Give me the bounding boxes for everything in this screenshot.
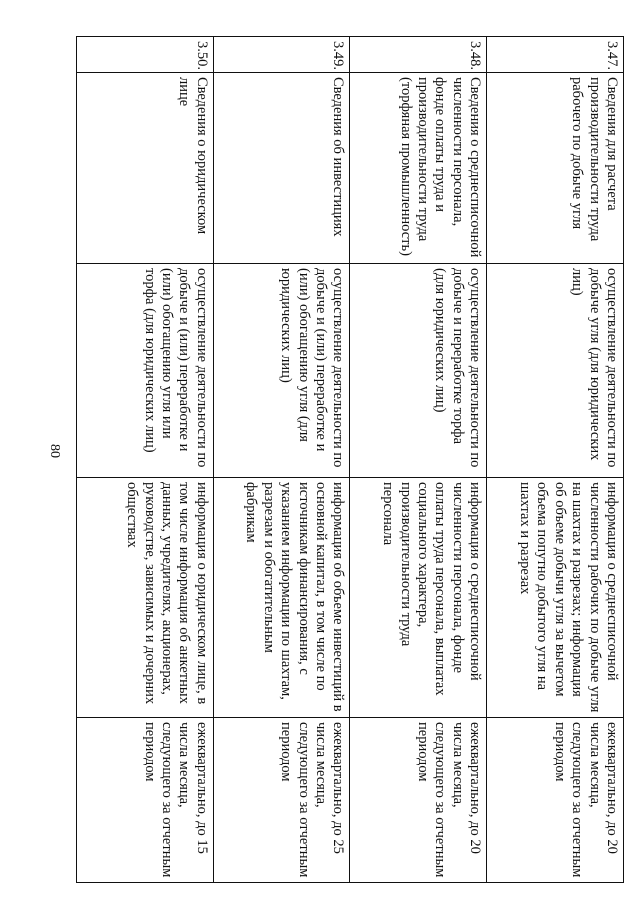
submission-period: ежеквартально, до 20 числа месяца, следующего за отчетным периодом	[487, 718, 624, 883]
document-name: Сведения об инвестициях	[213, 73, 350, 264]
document-name: Сведения о юридическом лице	[77, 73, 214, 264]
table-row	[487, 37, 624, 883]
submission-period: ежеквартально, до 20 числа месяца, следующего за отчетным периодом	[350, 718, 487, 883]
row-number: 3.49.	[213, 37, 350, 73]
rotated-table-frame	[77, 36, 624, 882]
activity-type: осуществление деятельности по добыче и (или) переработке и (или) обогащению угля или торфа (для юридических лиц)	[77, 264, 214, 478]
table-container	[77, 36, 624, 882]
row-number: 3.50.	[77, 37, 214, 73]
document-name: Сведения о среднесписочной численности персонала, фонде оплаты труда и производительности труда (торфяная промышленность)	[350, 73, 487, 264]
activity-type: осуществление деятельности по добыче и (или) переработке и (или) обогащению угля (для юридических лиц)	[213, 264, 350, 478]
submission-period: ежеквартально, до 25 числа месяца, следующего за отчетным периодом	[213, 718, 350, 883]
information-content: информация о среднесписочной численности персонала, фонде оплаты труда персонала, выплатах социального характера, производительности труда персонала	[350, 478, 487, 718]
table-row	[350, 37, 487, 883]
information-content: информация о юридическом лице, в том числе информация об анкетных данных, учредителях, акционерах, руководстве, зависимых и дочерних обществах	[77, 478, 214, 718]
activity-type: осуществление деятельности по добыче и переработке торфа (для юридических лиц)	[350, 264, 487, 478]
information-content: информация об объеме инвестиций в основной капитал, в том числе по источникам финансирования, с указанием информации по шахтам, разрезам и обогатительным фабрикам	[213, 478, 350, 718]
table-row	[77, 37, 214, 883]
table-row	[213, 37, 350, 883]
document-name: Сведения для расчета производительности труда рабочего по добыче угля	[487, 73, 624, 264]
row-number: 3.47.	[487, 37, 624, 73]
activity-type: осуществление деятельности по добыче угля (для юридических лиц)	[487, 264, 624, 478]
reporting-table	[76, 36, 624, 883]
information-content: информация о среднесписочной численности рабочих по добыче угля на шахтах и разрезах; информация об объеме добычи угля за вычетом объема попутно добытого угля на шахтах и разрезах	[487, 478, 624, 718]
submission-period: ежеквартально, до 15 числа месяца, следующего за отчетным периодом	[77, 718, 214, 883]
row-number: 3.48.	[350, 37, 487, 73]
page-number: 80	[47, 444, 62, 458]
